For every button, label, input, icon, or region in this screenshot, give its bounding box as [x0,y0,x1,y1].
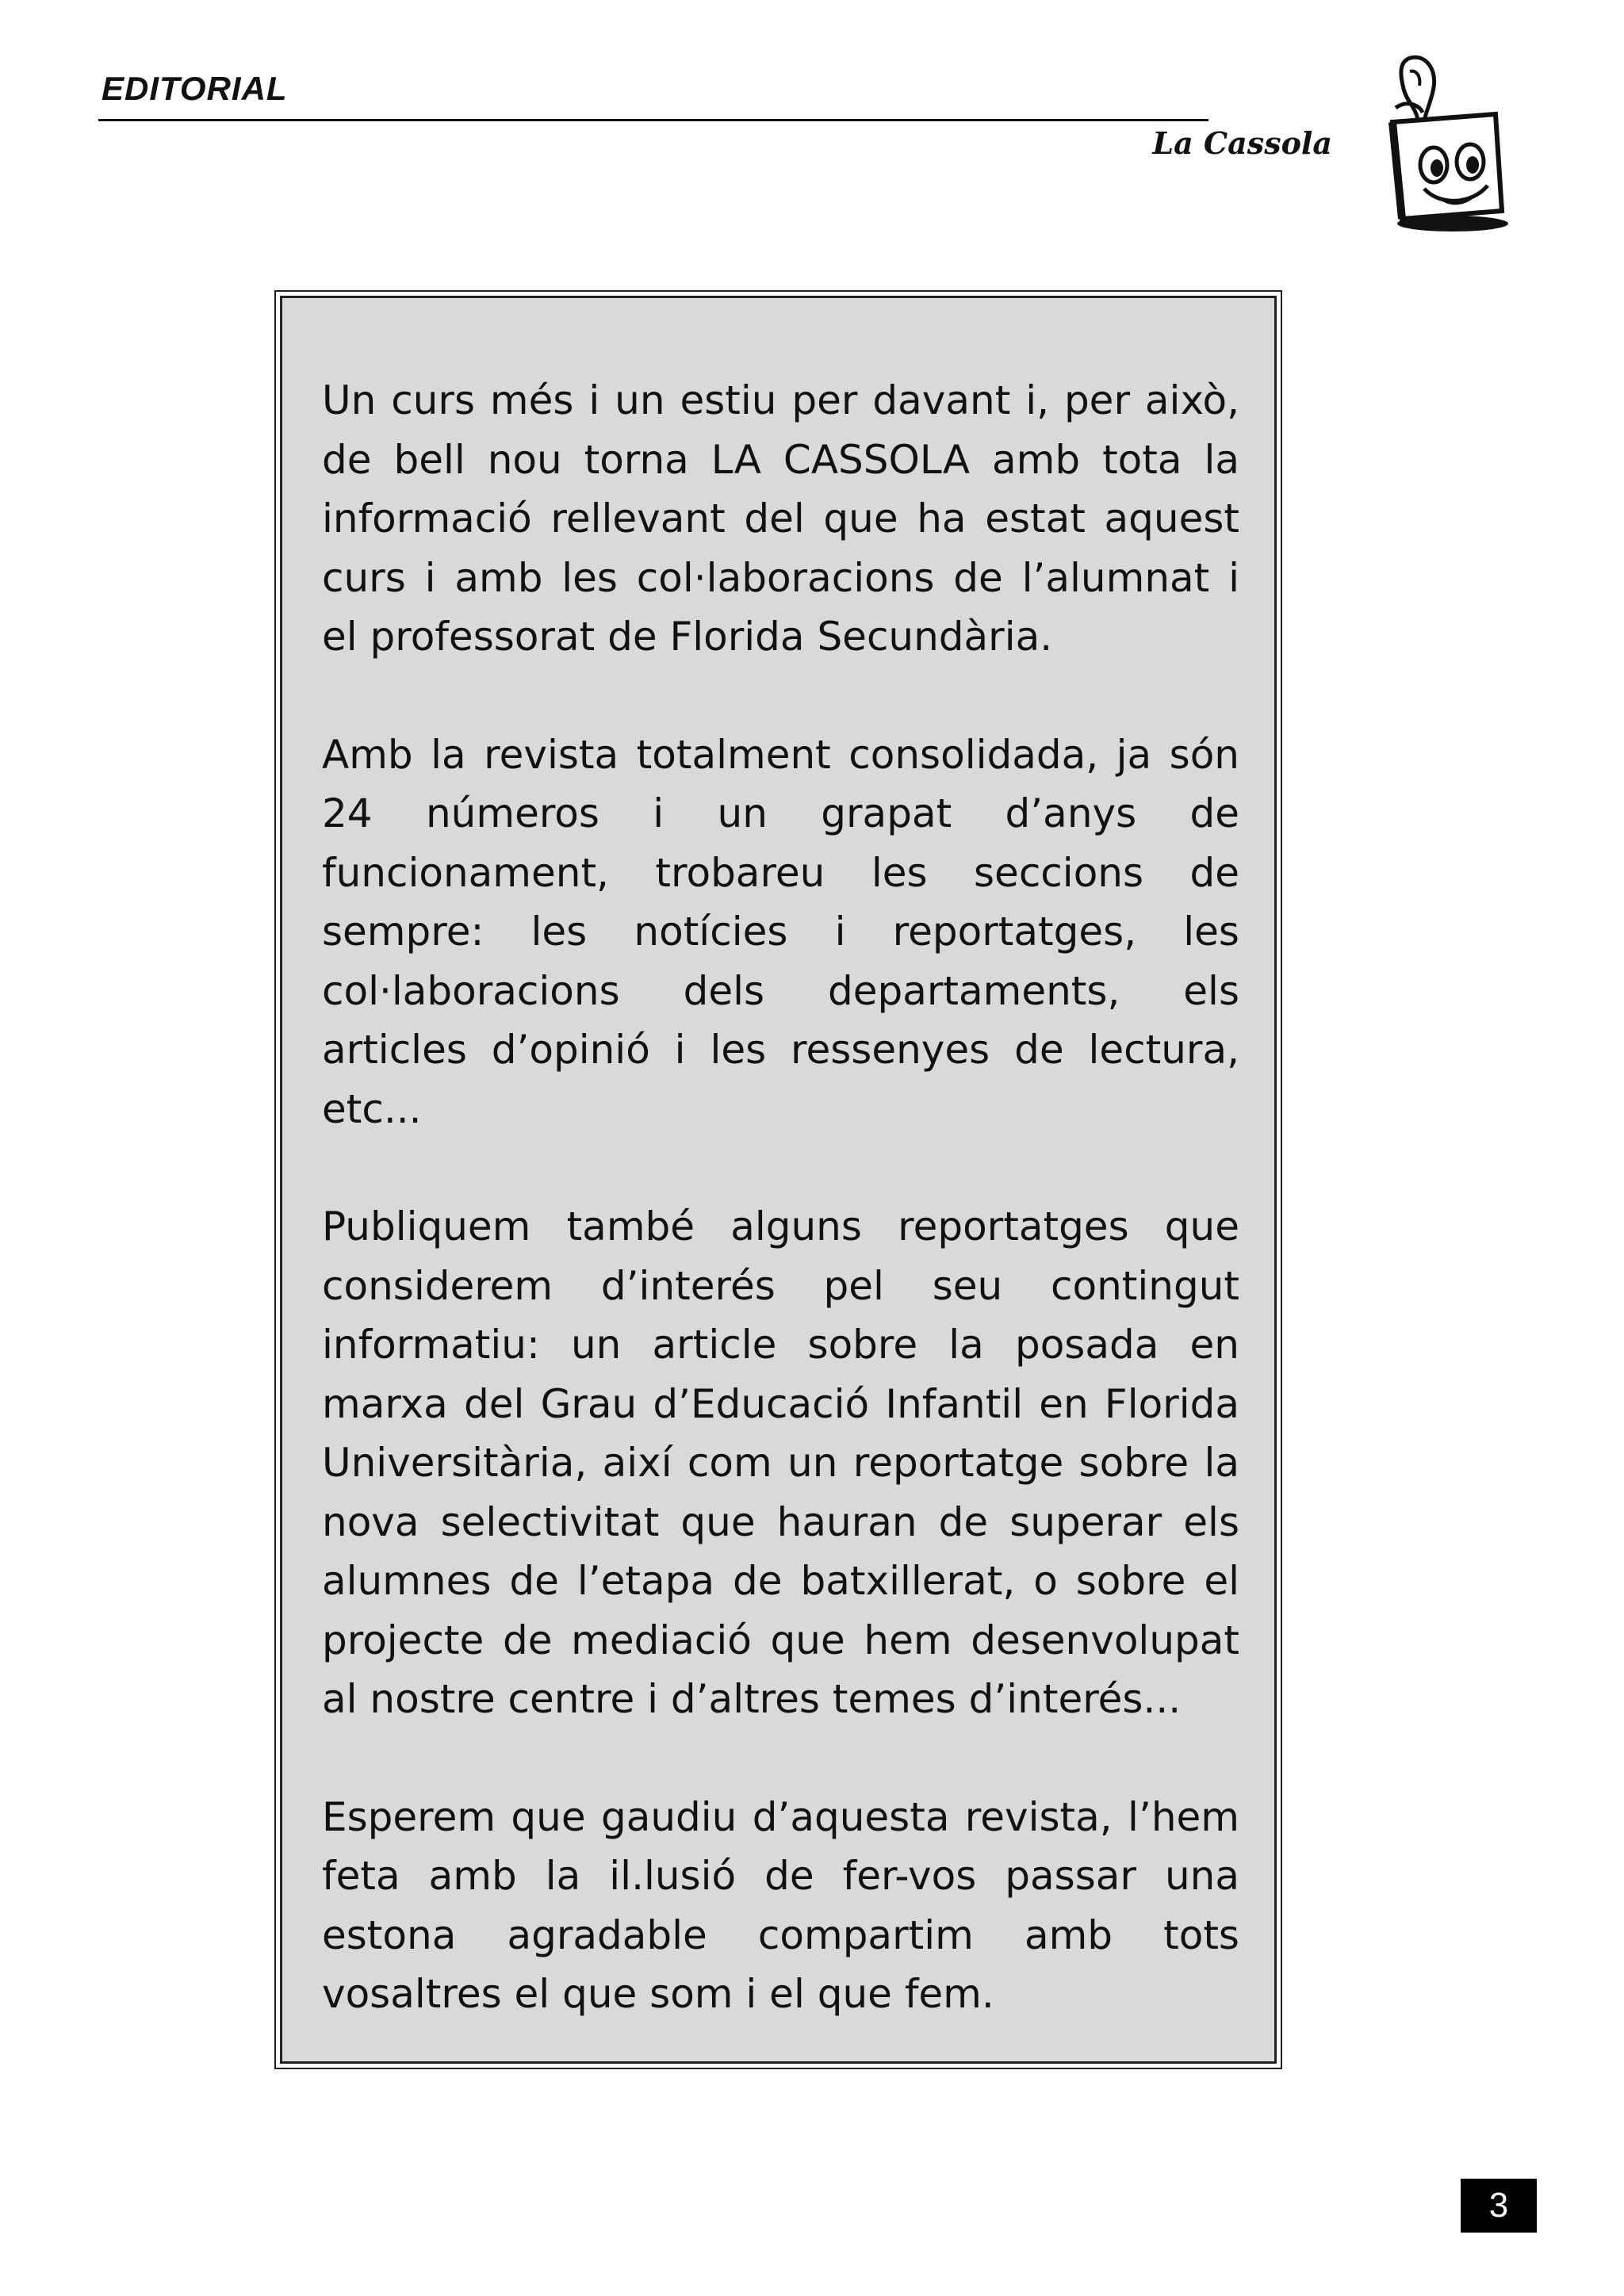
header-rule [98,119,1208,121]
editorial-box [280,296,1277,2064]
editorial-text [322,371,1239,2083]
editorial-paragraph-2: Amb la revista totalment consolidada, ja són 24 números i un grapat d’anys de funcionament, trobareu les seccions de sempre: les notícies i reportatges, les col·laboracions dels departaments, els articles d’opinió i les ressenyes de lectura, etc... [322,731,1239,1132]
magazine-name: La Cassola [1152,125,1332,161]
editorial-paragraph-4: Esperem que gaudiu d’aquesta revista, l’hem feta amb la il.lusió de fer-vos passar una estona agradable compartim amb tots vosaltres el que som i el que fem. [322,1793,1239,2017]
editorial-paragraph-1: Un curs més i un estiu per davant i, per això, de bell nou torna LA CASSOLA amb tota la informació rellevant del que ha estat aquest curs i amb les col·laboracions de l’alumnat i el professorat de Florida Secundària. [322,377,1239,660]
editorial-paragraph-3: Publiquem també alguns reportatges que considerem d’interés pel seu contingut informatiu: un article sobre la posada en marxa del Grau d’Educació Infantil en Florida Universitària, així com un reportatge sobre la nova selectivitat que hauran de superar els alumnes de l’etapa de batxillerat, o sobre el projecte de mediació que hem desenvolupat al nostre centre i d’altres temes d’interés... [322,1203,1239,1722]
page-number: 3 [1461,2179,1537,2233]
section-title: EDITORIAL [102,70,288,107]
cassola-mascot-icon [1361,52,1519,243]
